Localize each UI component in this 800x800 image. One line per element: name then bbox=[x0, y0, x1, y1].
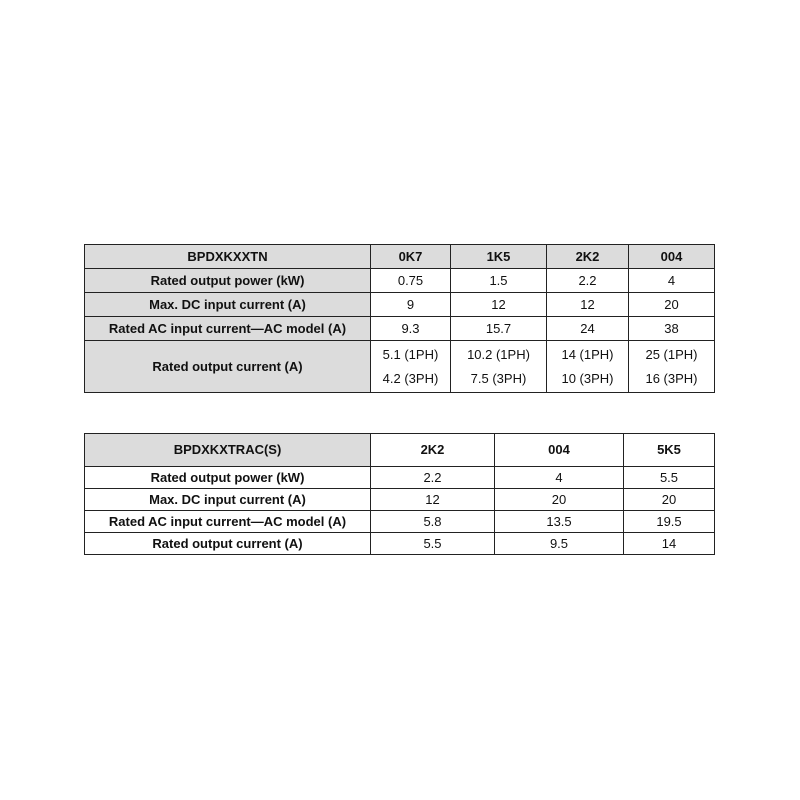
row-label: Rated output power (kW) bbox=[85, 269, 371, 293]
table-cell: 20 bbox=[495, 489, 624, 511]
table-header-row bbox=[85, 434, 715, 467]
cell-line-1ph: 14 (1PH) bbox=[561, 346, 614, 362]
column-header: 1K5 bbox=[451, 245, 547, 269]
table-header-row bbox=[85, 245, 715, 269]
cell-line-3ph: 10 (3PH) bbox=[561, 370, 614, 386]
table-cell: 9.5 bbox=[495, 533, 624, 555]
cell-line-3ph: 16 (3PH) bbox=[645, 370, 698, 386]
table-cell: 2.2 bbox=[547, 269, 629, 293]
table-cell: 14 bbox=[624, 533, 715, 555]
table-cell: 5.5 bbox=[371, 533, 495, 555]
table-cell: 1.5 bbox=[451, 269, 547, 293]
table-cell: 20 bbox=[629, 293, 715, 317]
row-label: Max. DC input current (A) bbox=[85, 489, 371, 511]
row-label: Rated AC input current—AC model (A) bbox=[85, 317, 371, 341]
table-cell: 38 bbox=[629, 317, 715, 341]
table-row bbox=[85, 341, 715, 393]
table-row bbox=[85, 533, 715, 555]
cell-line-3ph: 7.5 (3PH) bbox=[470, 370, 527, 386]
table-cell: 20 bbox=[624, 489, 715, 511]
ratings-table-bpdxkxxtn bbox=[84, 244, 715, 393]
column-header: 5K5 bbox=[624, 434, 715, 467]
row-label: Rated output current (A) bbox=[85, 533, 371, 555]
table-cell: 5.5 bbox=[624, 467, 715, 489]
table-cell: 12 bbox=[451, 293, 547, 317]
table-row bbox=[85, 511, 715, 533]
table-cell bbox=[451, 341, 547, 393]
table-row bbox=[85, 489, 715, 511]
row-label: Max. DC input current (A) bbox=[85, 293, 371, 317]
cell-line-1ph: 5.1 (1PH) bbox=[382, 346, 439, 362]
table-cell: 4 bbox=[495, 467, 624, 489]
table-cell: 0.75 bbox=[371, 269, 451, 293]
table-cell: 19.5 bbox=[624, 511, 715, 533]
table-row bbox=[85, 293, 715, 317]
table-row bbox=[85, 269, 715, 293]
cell-line-1ph: 10.2 (1PH) bbox=[467, 346, 530, 362]
table-row bbox=[85, 317, 715, 341]
table-cell: 4 bbox=[629, 269, 715, 293]
column-header: 0K7 bbox=[371, 245, 451, 269]
table-row bbox=[85, 467, 715, 489]
table-cell: 5.8 bbox=[371, 511, 495, 533]
row-label: Rated output power (kW) bbox=[85, 467, 371, 489]
table-cell bbox=[547, 341, 629, 393]
table-cell: 24 bbox=[547, 317, 629, 341]
table-cell bbox=[371, 341, 451, 393]
table-cell: 13.5 bbox=[495, 511, 624, 533]
ratings-table-bpdxkxtrac bbox=[84, 433, 715, 555]
model-header: BPDXKXTRAC(S) bbox=[85, 434, 371, 467]
column-header: 2K2 bbox=[371, 434, 495, 467]
table-cell: 12 bbox=[547, 293, 629, 317]
table-cell: 2.2 bbox=[371, 467, 495, 489]
table-cell bbox=[629, 341, 715, 393]
table-cell: 9 bbox=[371, 293, 451, 317]
table-cell: 12 bbox=[371, 489, 495, 511]
cell-line-3ph: 4.2 (3PH) bbox=[382, 370, 439, 386]
model-header: BPDXKXXTN bbox=[85, 245, 371, 269]
row-label: Rated output current (A) bbox=[85, 341, 371, 393]
column-header: 2K2 bbox=[547, 245, 629, 269]
column-header: 004 bbox=[495, 434, 624, 467]
table-cell: 9.3 bbox=[371, 317, 451, 341]
column-header: 004 bbox=[629, 245, 715, 269]
table-cell: 15.7 bbox=[451, 317, 547, 341]
row-label: Rated AC input current—AC model (A) bbox=[85, 511, 371, 533]
cell-line-1ph: 25 (1PH) bbox=[645, 346, 698, 362]
